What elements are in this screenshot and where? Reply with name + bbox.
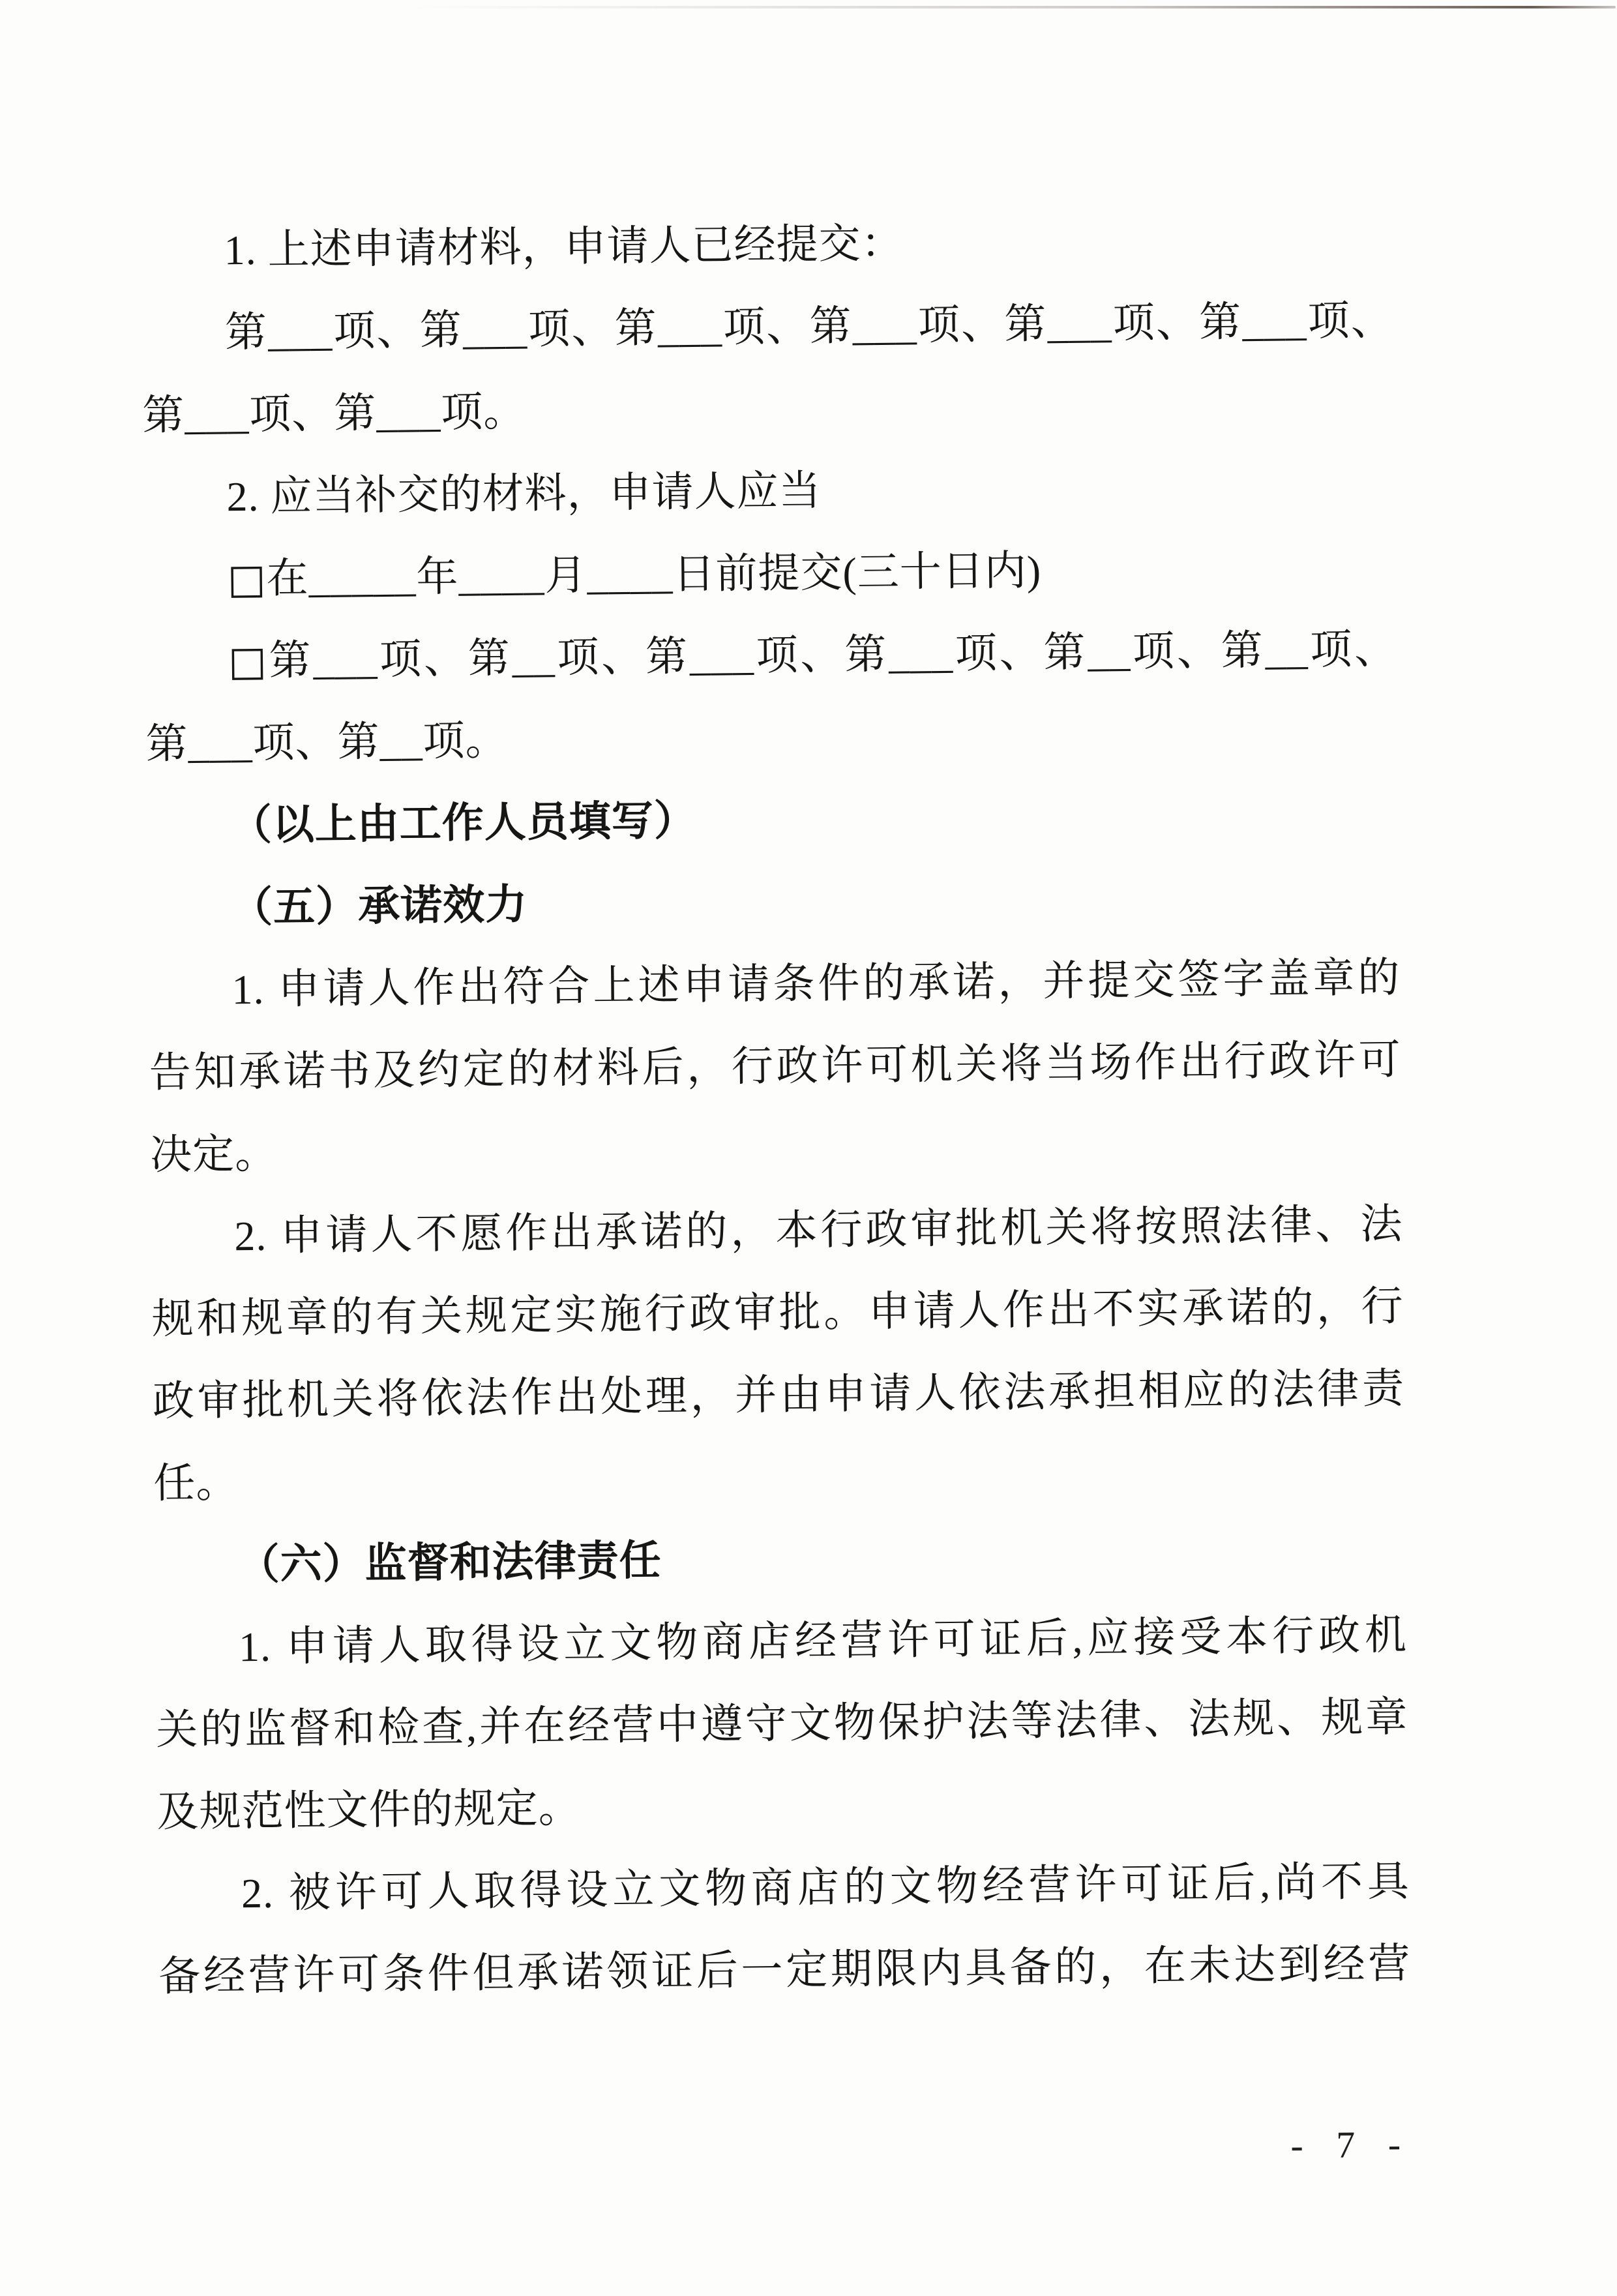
page-number: - 7 - — [1290, 2123, 1413, 2167]
para-promise-effect-line-2: 告知承诺书及约定的材料后，行政许可机关将当场作出行政许可 — [149, 1036, 1402, 1096]
para-supervision-line-1: 1. 申请人取得设立文物商店经营许可证后,应接受本行政机 — [238, 1611, 1408, 1671]
para-supervision-line-2: 关的监督和检查,并在经营中遵守文物保护法等法律、法规、规章 — [155, 1693, 1408, 1753]
option-items-blanks-row-2: 第___项、第__项。 — [145, 717, 508, 768]
para-no-promise-line-2: 规和规章的有关规定实施行政审批。申请人作出不实承诺的，行 — [151, 1283, 1404, 1343]
staff-fill-note: （以上由工作人员填写） — [230, 797, 697, 849]
section-5-heading: （五）承诺效力 — [230, 881, 528, 931]
submitted-items-blanks-row-2: 第___项、第___项。 — [141, 388, 526, 439]
para-supplement-materials-intro: 2. 应当补交的材料，申请人应当 — [226, 467, 822, 520]
option-items-line — [145, 608, 1397, 704]
submitted-items-blanks-row-1: 第___项、第___项、第___项、第___项、第___项、第___项、 — [224, 297, 1394, 356]
checkbox-icon: □ — [227, 554, 267, 603]
para-license-condition-line-1: 2. 被许可人取得设立文物商店的文物经营许可证后,尚不具 — [241, 1858, 1410, 1917]
para-no-promise-line-3: 政审批机关将依法作出处理，并由申请人依法承担相应的法律责 — [152, 1365, 1405, 1425]
para-supervision-line-3: 及规范性文件的规定。 — [156, 1784, 582, 1836]
document-body — [140, 198, 1413, 2167]
para-no-promise-line-1: 2. 申请人不愿作出承诺的，本行政审批机关将按照法律、法 — [234, 1200, 1403, 1260]
section-6-heading: （六）监督和法律责任 — [237, 1537, 662, 1588]
para-no-promise-line-4: 任。 — [153, 1459, 239, 1507]
option-deadline-line — [143, 526, 1396, 621]
para-promise-effect-line-1: 1. 申请人作出符合上述申请条件的承诺，并提交签字盖章的 — [231, 954, 1401, 1013]
para-promise-effect-line-3: 决定。 — [149, 1130, 278, 1178]
para-submitted-materials-intro: 1. 上述申请材料，申请人已经提交： — [224, 220, 904, 274]
para-license-condition-line-2: 备经营许可条件但承诺领证后一定期限内具备的，在未达到经营 — [158, 1940, 1411, 2000]
option-deadline-text: 在_____年____月____日前提交(三十日内) — [266, 547, 1042, 602]
checkbox-icon: □ — [228, 636, 269, 685]
option-items-text: 第___项、第__项、第___项、第___项、第__项、第__项、 — [269, 625, 1397, 684]
